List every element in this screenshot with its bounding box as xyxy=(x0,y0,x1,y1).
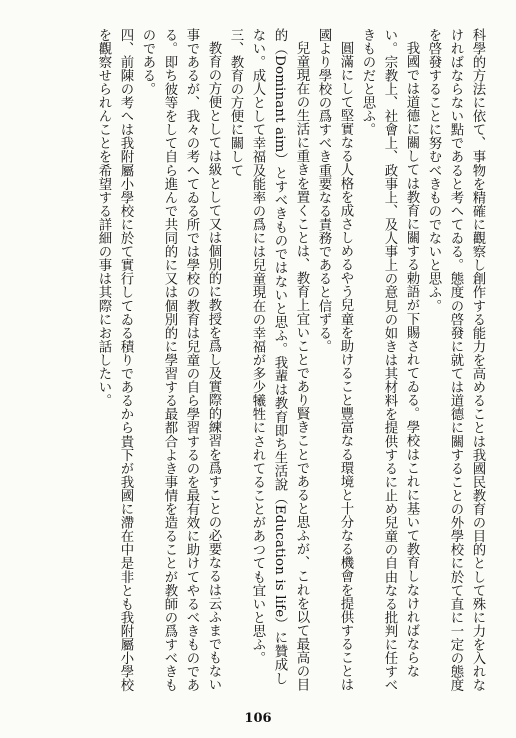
section-paragraph: 四、前陳の考へは我附屬小學校に於て實行してゐる積りであるから貴下が我國に滯在中是非とも我附屬小學校を觀察せられんことを希望する詳細の事は其際にお話したい。 xyxy=(96,28,133,692)
section-heading: 三、教育の方便に關して xyxy=(228,28,243,178)
paragraph: 我國では道德に關しては教育に關する勅語が下賜されてゐる。學校はこれに基いて教育しなければならない。宗教上、社會上、政事上、及人事上の意見の如きは其材料を提供するに止め兒童の自由なる批判に任すべきものだと思ふ。 xyxy=(360,28,419,692)
page-number: 106 xyxy=(244,711,272,726)
paragraph: 科學的方法に依て、事物を精確に觀察し創作する能力を高めることは我國民教育の目的として殊に力を入れなければならない點であると考へてゐる。態度の啓發に就ては道德に關することの外學校に於て直に一定の態度を啓發することに努むべきものでないと思ふ。 xyxy=(426,28,485,692)
paragraph: 圓滿にして堅實なる人格を成さしめるやう兒童を助けること豐富なる環境と十分なる機會を提供することは國より學校の爲すべき重要なる責務であると信ずる。 xyxy=(316,28,353,692)
vertical-text-body xyxy=(8,28,488,694)
paragraph: 教育の方便としては級として又は個別的に教授を爲し及實際的練習を爲すことの必要なるは云ふまでもない事であるが、我々の考へてゐる所では學校の教育は兒童の自ら學習するのを最有效に助けてやるべきものである。即ち彼等をして自ら進んで共同的に又は個別的に學習する最都合よき事情を造ることが教師の爲すべきものである。 xyxy=(140,28,221,692)
paragraph: 兒童現在の生活に重きを置くことは、教育上宜いことであり賢きことであると思ふが、これを以て最高の目的（Dominant aim）とすべきものではないと思ふ。我輩は教育即ち生活說（Education is life）に贊成しない。成人として幸福及能率の爲には兒童現在の幸福が多少犧牲にされてることがあつても宜いと思ふ。 xyxy=(250,28,309,692)
